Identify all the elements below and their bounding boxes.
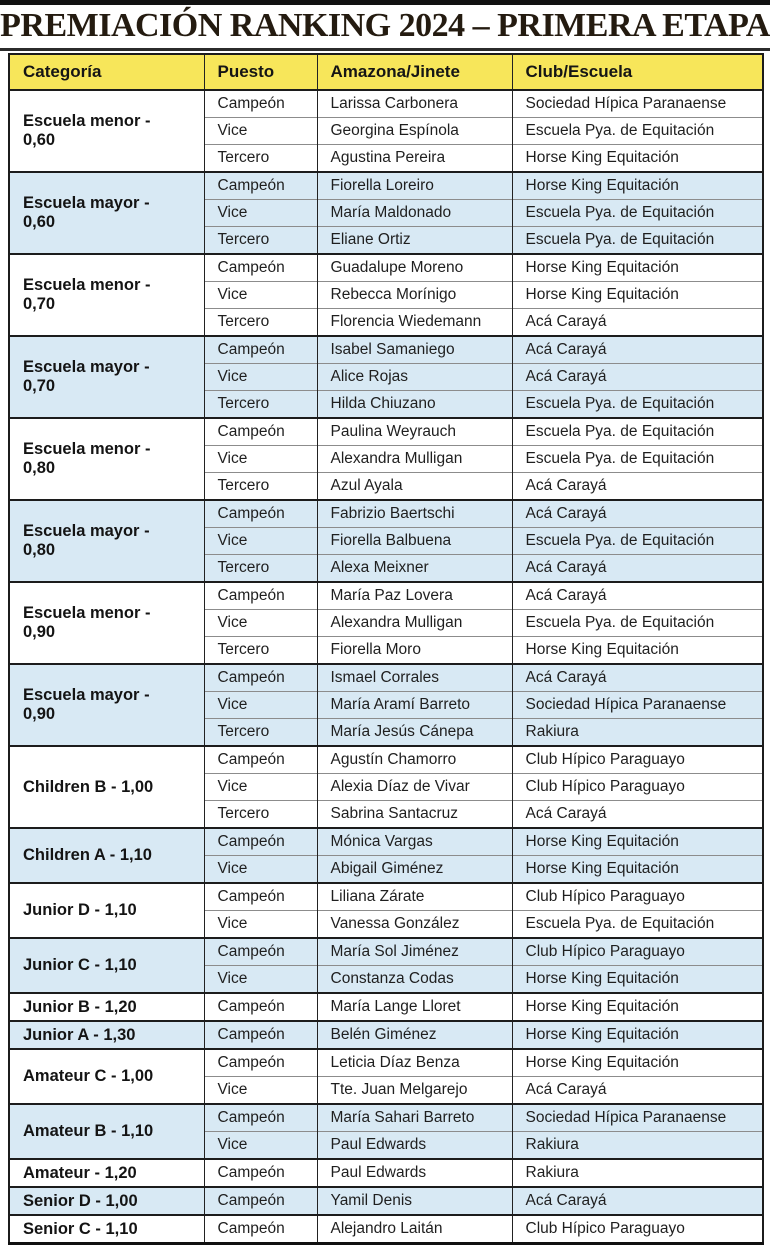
category-cell: Escuela mayor - 0,70 [9,336,204,418]
category-cell: Escuela menor - 0,70 [9,254,204,336]
club-cell: Horse King Equitación [512,993,763,1021]
table-row [9,664,763,692]
puesto-cell: Vice [204,446,317,473]
puesto-cell: Vice [204,528,317,555]
rider-cell: Liliana Zárate [317,883,512,911]
club-cell: Acá Carayá [512,664,763,692]
puesto-cell: Tercero [204,719,317,747]
category-cell: Escuela menor - 0,90 [9,582,204,664]
club-cell: Horse King Equitación [512,172,763,200]
header-row [9,54,763,90]
rider-cell: Vanessa González [317,911,512,939]
puesto-cell: Campeón [204,1159,317,1187]
club-cell: Sociedad Hípica Paranaense [512,90,763,118]
rider-cell: Belén Giménez [317,1021,512,1049]
club-cell: Acá Carayá [512,473,763,501]
club-cell: Acá Carayá [512,1187,763,1215]
page-title: PREMIACIÓN RANKING 2024 – PRIMERA ETAPA [0,7,770,44]
puesto-cell: Vice [204,911,317,939]
rider-cell: María Jesús Cánepa [317,719,512,747]
table-row [9,1021,763,1049]
club-cell: Rakiura [512,719,763,747]
rider-cell: Alexandra Mulligan [317,610,512,637]
club-cell: Escuela Pya. de Equitación [512,528,763,555]
rider-cell: Leticia Díaz Benza [317,1049,512,1077]
puesto-cell: Vice [204,610,317,637]
club-cell: Acá Carayá [512,582,763,610]
puesto-cell: Vice [204,118,317,145]
club-cell: Escuela Pya. de Equitación [512,911,763,939]
club-cell: Acá Carayá [512,336,763,364]
puesto-cell: Campeón [204,828,317,856]
puesto-cell: Campeón [204,1021,317,1049]
puesto-cell: Vice [204,1132,317,1160]
club-cell: Acá Carayá [512,500,763,528]
header-categoria: Categoría [9,54,204,90]
puesto-cell: Campeón [204,418,317,446]
rider-cell: Paul Edwards [317,1159,512,1187]
rider-cell: Abigail Giménez [317,856,512,884]
club-cell: Club Hípico Paraguayo [512,746,763,774]
rider-cell: Paul Edwards [317,1132,512,1160]
table-row [9,746,763,774]
club-cell: Escuela Pya. de Equitación [512,200,763,227]
rider-cell: Yamil Denis [317,1187,512,1215]
rider-cell: Agustín Chamorro [317,746,512,774]
puesto-cell: Campeón [204,1104,317,1132]
category-cell: Children A - 1,10 [9,828,204,883]
table-row [9,254,763,282]
puesto-cell: Campeón [204,938,317,966]
ranking-table [8,53,764,1245]
club-cell: Escuela Pya. de Equitación [512,391,763,419]
header-puesto: Puesto [204,54,317,90]
rider-cell: Isabel Samaniego [317,336,512,364]
puesto-cell: Campeón [204,883,317,911]
rider-cell: María Sol Jiménez [317,938,512,966]
header-amazona-jinete: Amazona/Jinete [317,54,512,90]
table-row [9,90,763,118]
rider-cell: Azul Ayala [317,473,512,501]
puesto-cell: Campeón [204,254,317,282]
category-cell: Children B - 1,00 [9,746,204,828]
rider-cell: María Maldonado [317,200,512,227]
rider-cell: Mónica Vargas [317,828,512,856]
category-cell: Junior B - 1,20 [9,993,204,1021]
club-cell: Escuela Pya. de Equitación [512,118,763,145]
puesto-cell: Vice [204,1077,317,1105]
category-cell: Escuela menor - 0,60 [9,90,204,172]
puesto-cell: Campeón [204,1187,317,1215]
table-row [9,883,763,911]
puesto-cell: Tercero [204,391,317,419]
club-cell: Club Hípico Paraguayo [512,938,763,966]
club-cell: Rakiura [512,1132,763,1160]
club-cell: Acá Carayá [512,801,763,829]
rider-cell: María Aramí Barreto [317,692,512,719]
puesto-cell: Vice [204,774,317,801]
puesto-cell: Tercero [204,637,317,665]
rider-cell: Ismael Corrales [317,664,512,692]
puesto-cell: Vice [204,692,317,719]
club-cell: Horse King Equitación [512,282,763,309]
table-row [9,1049,763,1077]
rider-cell: Alexa Meixner [317,555,512,583]
puesto-cell: Campeón [204,1215,317,1244]
rider-cell: Georgina Espínola [317,118,512,145]
club-cell: Horse King Equitación [512,856,763,884]
rider-cell: Agustina Pereira [317,145,512,173]
category-cell: Junior C - 1,10 [9,938,204,993]
puesto-cell: Campeón [204,336,317,364]
puesto-cell: Campeón [204,582,317,610]
puesto-cell: Campeón [204,746,317,774]
rider-cell: Fabrizio Baertschi [317,500,512,528]
category-cell: Junior A - 1,30 [9,1021,204,1049]
club-cell: Club Hípico Paraguayo [512,1215,763,1244]
table-row [9,418,763,446]
club-cell: Rakiura [512,1159,763,1187]
rider-cell: Rebecca Morínigo [317,282,512,309]
puesto-cell: Vice [204,200,317,227]
title-block [0,5,770,51]
table-row [9,828,763,856]
table-row [9,582,763,610]
table-row [9,172,763,200]
rider-cell: Sabrina Santacruz [317,801,512,829]
puesto-cell: Tercero [204,473,317,501]
rider-cell: María Sahari Barreto [317,1104,512,1132]
club-cell: Escuela Pya. de Equitación [512,418,763,446]
club-cell: Escuela Pya. de Equitación [512,446,763,473]
puesto-cell: Vice [204,966,317,994]
puesto-cell: Vice [204,282,317,309]
rider-cell: María Lange Lloret [317,993,512,1021]
club-cell: Sociedad Hípica Paranaense [512,692,763,719]
table-row [9,993,763,1021]
rider-cell: Alice Rojas [317,364,512,391]
rider-cell: Alejandro Laitán [317,1215,512,1244]
club-cell: Escuela Pya. de Equitación [512,227,763,255]
category-cell: Senior C - 1,10 [9,1215,204,1244]
puesto-cell: Tercero [204,555,317,583]
category-cell: Escuela mayor - 0,80 [9,500,204,582]
puesto-cell: Tercero [204,801,317,829]
table-body [9,90,763,1244]
puesto-cell: Vice [204,364,317,391]
rider-cell: Fiorella Moro [317,637,512,665]
table-row [9,500,763,528]
table-row [9,336,763,364]
category-cell: Amateur - 1,20 [9,1159,204,1187]
puesto-cell: Campeón [204,90,317,118]
rider-cell: Florencia Wiedemann [317,309,512,337]
category-cell: Escuela mayor - 0,90 [9,664,204,746]
rider-cell: Fiorella Loreiro [317,172,512,200]
rider-cell: Constanza Codas [317,966,512,994]
rider-cell: Alexandra Mulligan [317,446,512,473]
club-cell: Club Hípico Paraguayo [512,883,763,911]
club-cell: Club Hípico Paraguayo [512,774,763,801]
puesto-cell: Campeón [204,664,317,692]
rider-cell: Alexia Díaz de Vivar [317,774,512,801]
header-club-escuela: Club/Escuela [512,54,763,90]
club-cell: Horse King Equitación [512,1049,763,1077]
category-cell: Senior D - 1,00 [9,1187,204,1215]
category-cell: Escuela mayor - 0,60 [9,172,204,254]
table-row [9,1104,763,1132]
club-cell: Horse King Equitación [512,145,763,173]
club-cell: Acá Carayá [512,555,763,583]
club-cell: Horse King Equitación [512,254,763,282]
club-cell: Horse King Equitación [512,1021,763,1049]
rider-cell: Larissa Carbonera [317,90,512,118]
club-cell: Acá Carayá [512,364,763,391]
puesto-cell: Campeón [204,500,317,528]
table-row [9,1187,763,1215]
category-cell: Junior D - 1,10 [9,883,204,938]
table-row [9,938,763,966]
puesto-cell: Tercero [204,309,317,337]
club-cell: Sociedad Hípica Paranaense [512,1104,763,1132]
category-cell: Amateur C - 1,00 [9,1049,204,1104]
rider-cell: María Paz Lovera [317,582,512,610]
rider-cell: Guadalupe Moreno [317,254,512,282]
category-cell: Amateur B - 1,10 [9,1104,204,1159]
table-row [9,1159,763,1187]
puesto-cell: Tercero [204,145,317,173]
rider-cell: Fiorella Balbuena [317,528,512,555]
table-row [9,1215,763,1244]
club-cell: Horse King Equitación [512,966,763,994]
ranking-table-container [0,51,770,1245]
club-cell: Horse King Equitación [512,637,763,665]
rider-cell: Paulina Weyrauch [317,418,512,446]
puesto-cell: Campeón [204,1049,317,1077]
club-cell: Horse King Equitación [512,828,763,856]
puesto-cell: Vice [204,856,317,884]
club-cell: Acá Carayá [512,1077,763,1105]
puesto-cell: Campeón [204,993,317,1021]
rider-cell: Tte. Juan Melgarejo [317,1077,512,1105]
rider-cell: Hilda Chiuzano [317,391,512,419]
category-cell: Escuela menor - 0,80 [9,418,204,500]
club-cell: Acá Carayá [512,309,763,337]
rider-cell: Eliane Ortiz [317,227,512,255]
puesto-cell: Tercero [204,227,317,255]
club-cell: Escuela Pya. de Equitación [512,610,763,637]
puesto-cell: Campeón [204,172,317,200]
